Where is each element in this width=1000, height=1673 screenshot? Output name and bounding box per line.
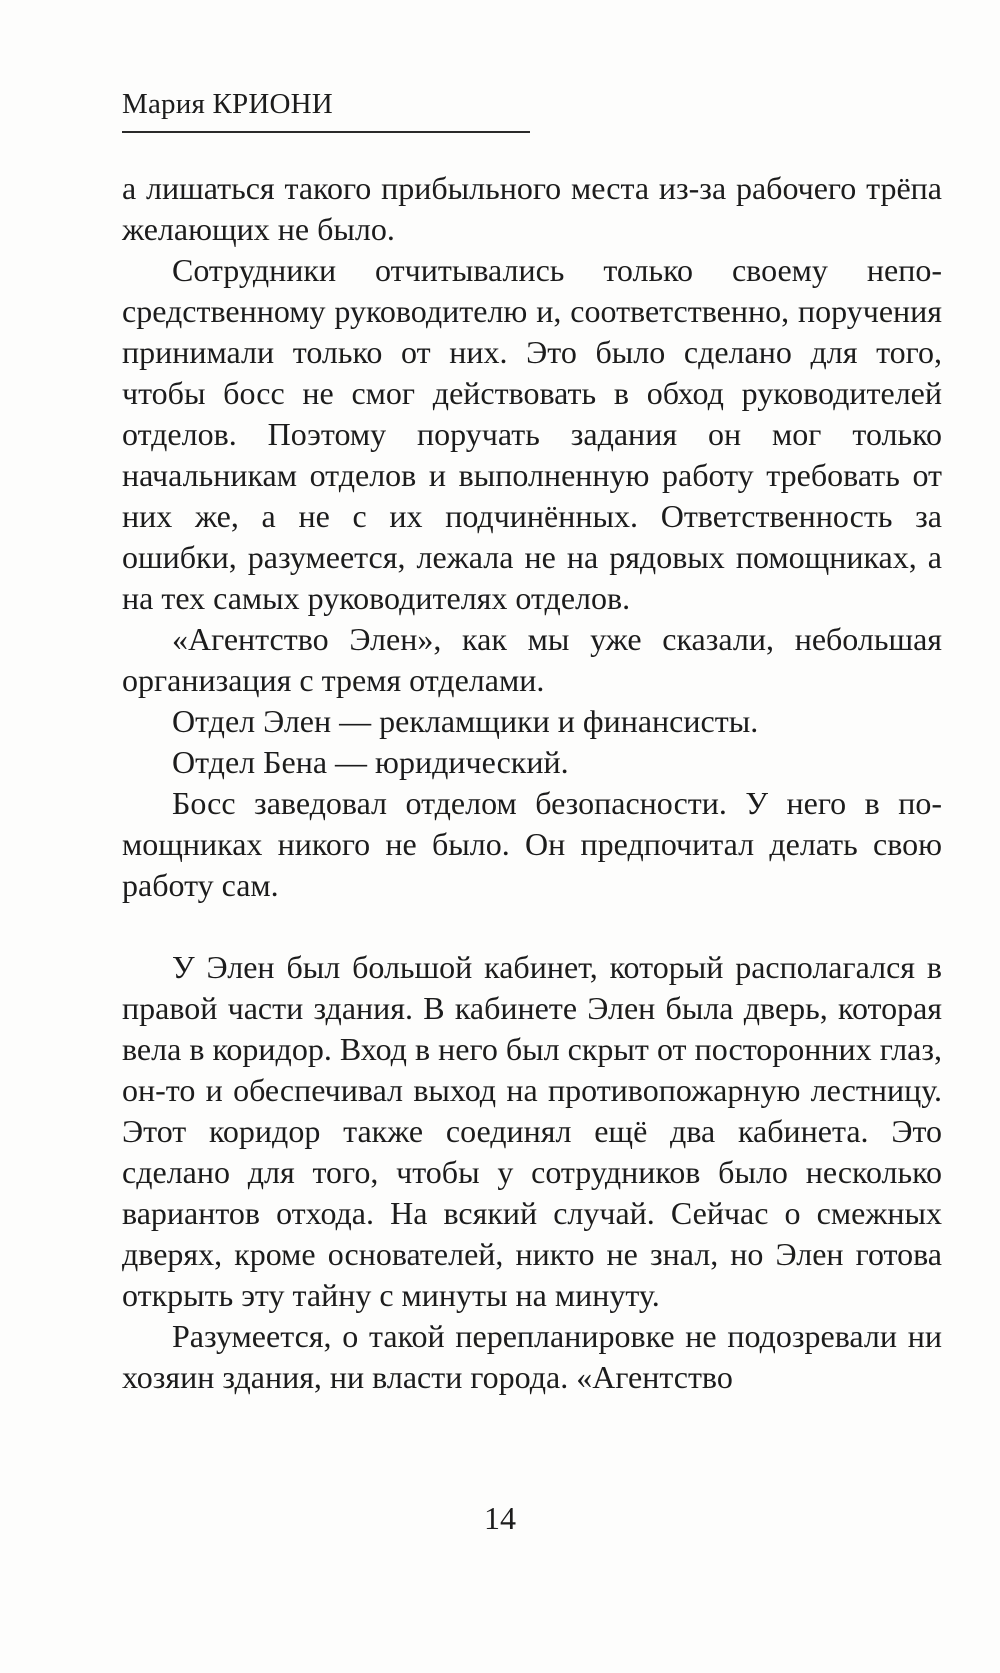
paragraph: Босс заведовал отделом безопасности. У него в помощниках никого не было. Он предпочитал делать свою работу сам. — [122, 785, 942, 903]
paragraph: У Элен был большой кабинет, который располагался в правой части здания. В кабинете Элен была дверь, которая вела в коридор. Вход в него был скрыт от посторонних глаз, он-то и обеспечивал выход на противопожарную лестницу. Этот коридор также соединял ещё два кабинета. Это сделано для того, чтобы у сотрудников было несколько вариантов отхода. На всякий случай. Сейчас о смежных дверях, кроме основателей, никто не знал, но Элен готова открыть эту тайну с минуты на минуту. — [122, 949, 942, 1313]
body-text — [122, 168, 942, 1398]
paragraph: а лишаться такого прибыльного места из-за рабочего трёпа желающих не было. — [122, 170, 942, 247]
paragraph: Отдел Бена — юридический. — [172, 744, 569, 780]
page-number: 14 — [484, 1500, 516, 1536]
paragraph: Отдел Элен — рекламщики и финансисты. — [172, 703, 759, 739]
paragraph: Разумеется, о такой перепланировке не подозревали ни хозяин здания, ни власти города. «Агентство — [122, 1318, 942, 1395]
running-head: Мария КРИОНИ — [122, 88, 530, 133]
paragraph: «Агентство Элен», как мы уже сказали, небольшая организация с тремя отделами. — [122, 621, 942, 698]
paragraph: Сотрудники отчитывались только своему непосредственному руководителю и, соответственно, поручения принимали только от них. Это было сделано для того, чтобы босс не смог действовать в обход руководителей отделов. Поэтому поручать задания он мог только начальникам отделов и выполненную работу требовать от них же, а не с их подчинённых. Ответственность за ошибки, разумеется, лежала не на рядовых помощниках, а на тех самых руководителях отделов. — [122, 252, 942, 616]
